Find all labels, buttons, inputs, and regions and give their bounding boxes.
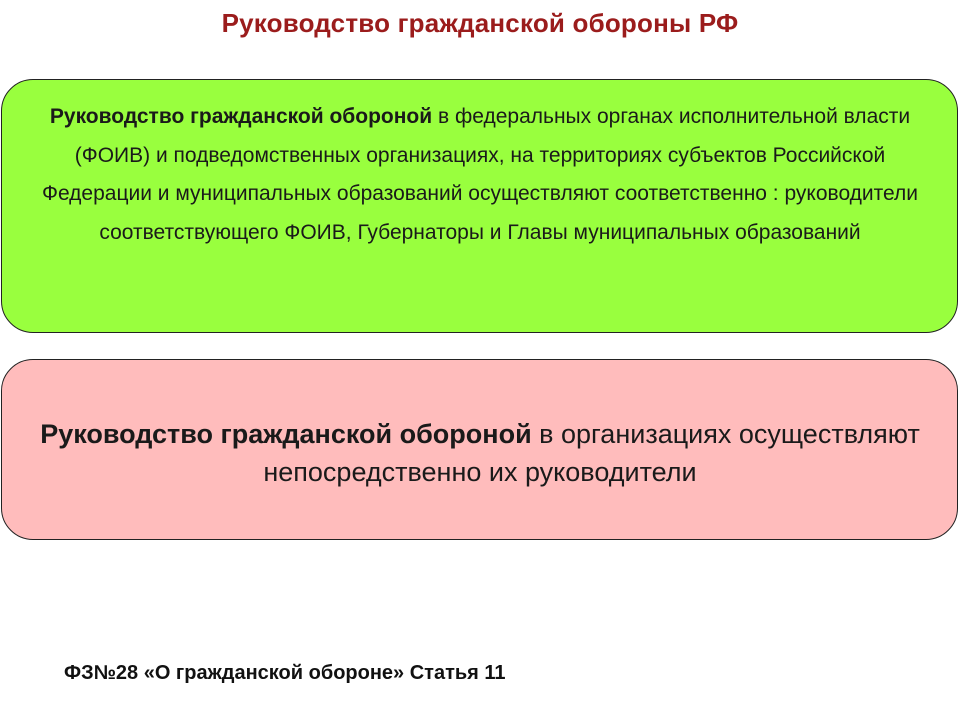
federal-leadership-text <box>36 98 924 252</box>
federal-leadership-bold-lead: Руководство гражданской обороной <box>49 105 433 128</box>
organization-leadership-body: в организациях осуществляют непосредственно их руководители <box>263 419 920 487</box>
law-citation: ФЗ№28 «О гражданской обороне» Статья 11 <box>64 662 506 684</box>
organization-leadership-text <box>40 415 920 491</box>
organization-leadership-bold-lead: Руководство гражданской обороной <box>40 419 532 449</box>
federal-leadership-body: в федеральных органах исполнительной власти (ФОИВ) и подведомственных организациях, на территориях субъектов Российской Федерации и муниципальных образований осуществляют соответственно : руководители соответствующего ФОИВ, Губернаторы и Главы муниципальных образований <box>42 105 918 244</box>
page-title: Руководство гражданской обороны РФ <box>221 8 739 38</box>
